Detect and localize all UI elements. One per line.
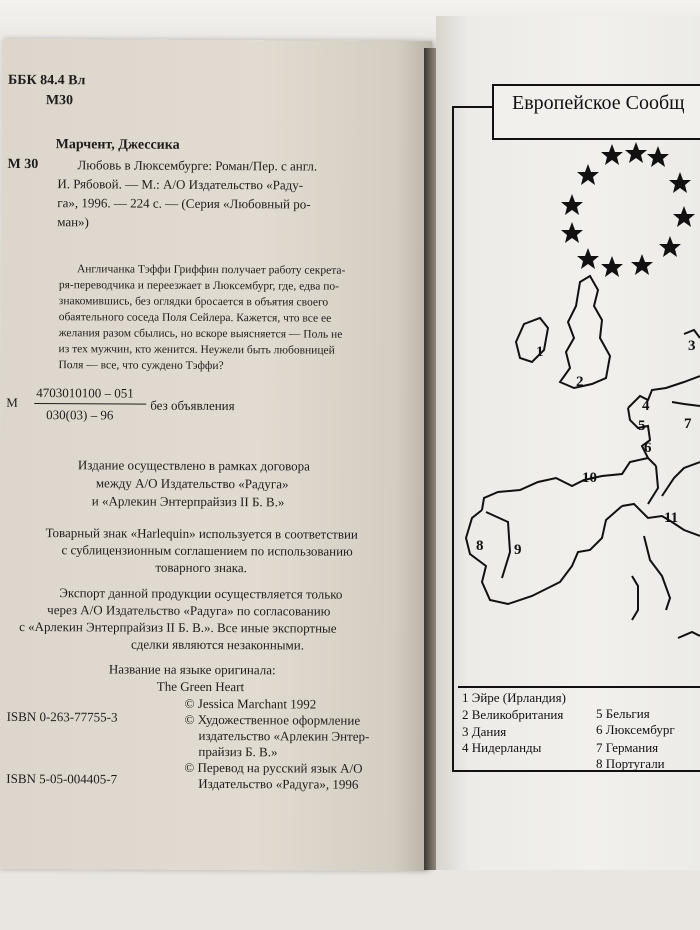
- map-label-france: 10: [582, 470, 597, 486]
- legend-item: 2 Великобритания: [462, 707, 564, 722]
- legend-item: 1 Эйре (Ирландия): [462, 690, 566, 705]
- copyright-line: © Jessica Marchant 1992: [184, 695, 317, 712]
- legend-item: 8 Португали: [596, 756, 665, 771]
- entry-line: га», 1996. — 224 с. — (Серия «Любовный ро-: [57, 195, 311, 212]
- original-title-label: Название на языке оригинала:: [108, 661, 276, 678]
- author-name: Марчент, Джессика: [55, 137, 180, 153]
- map-label-portugal: 8: [476, 538, 484, 554]
- map-label-belgium: 5: [638, 418, 646, 434]
- original-title: The Green Heart: [156, 678, 245, 695]
- classification-letter: М: [6, 394, 18, 410]
- entry-line: Любовь в Люксембурге: Роман/Пер. с англ.: [77, 157, 318, 174]
- copyright-line: прайзиз Б. В.»: [198, 743, 278, 760]
- contract-line: и «Арлекин Энтерпрайзиз II Б. В.»: [91, 493, 285, 510]
- annotation-line: обаятельного соседа Поля Сейлера. Кажется, что все ее: [58, 311, 332, 325]
- export-line: Экспорт данной продукции осуществляется только: [59, 585, 343, 602]
- export-line: с «Арлекин Энтерпрайзиз II Б. В.». Все иные экспортные: [19, 618, 337, 636]
- legend-item: 3 Дания: [462, 724, 507, 739]
- copyright-line: Издательство «Радуга», 1996: [198, 775, 359, 792]
- country-outlines: [466, 276, 700, 638]
- map-label-great-britain: 2: [576, 374, 584, 390]
- copyright-line: издательство «Арлекин Энтер-: [198, 727, 370, 744]
- export-line: сделки являются незаконными.: [130, 636, 305, 653]
- legend-item: 4 Нидерланды: [462, 740, 542, 755]
- classification-note: без объявления: [150, 397, 235, 414]
- left-page: [0, 39, 432, 871]
- contract-line: Издание осуществлено в рамках договора: [77, 457, 310, 474]
- background-bottom: [0, 870, 700, 930]
- copyright-line: © Перевод на русский язык А/О: [184, 759, 363, 776]
- map-title: Европейское Сообщ: [512, 92, 685, 114]
- fraction-line: [34, 403, 146, 405]
- entry-code: М 30: [7, 156, 39, 173]
- eu-stars: [561, 142, 695, 277]
- export-line: через А/О Издательство «Радуга» по согласованию: [47, 602, 331, 619]
- annotation-line: знакомившись, без оглядки бросается в объятия своего: [58, 295, 329, 309]
- entry-line: И. Рябовой. — М.: А/О Издательство «Раду-: [57, 176, 304, 193]
- contract-line: между А/О Издательство «Радуга»: [95, 475, 289, 492]
- europe-map: [452, 106, 700, 686]
- map-label-italy: 11: [664, 510, 679, 526]
- bbk-index: ББК 84.4 Вл: [7, 72, 86, 89]
- trademark-line: Товарный знак «Harlequin» используется в соответствии: [45, 525, 358, 542]
- legend-item: 5 Бельгия: [596, 706, 650, 721]
- classification-denominator: 030(03) – 96: [46, 407, 114, 423]
- bbk-code: М30: [45, 93, 74, 109]
- isbn-russian: ISBN 5-05-004405-7: [6, 770, 118, 787]
- map-label-netherlands: 4: [642, 398, 650, 414]
- legend-item: 6 Люксембург: [596, 722, 675, 737]
- annotation-line: из тех мужчин, кто женится. Неужели быть любовницей: [58, 343, 335, 357]
- entry-line: ман»): [57, 214, 89, 230]
- trademark-line: товарного знака.: [155, 559, 247, 576]
- trademark-line: с сублицензионным соглашением по использованию: [61, 542, 353, 559]
- legend-item: 7 Германия: [596, 740, 659, 755]
- map-label-luxembourg: 6: [644, 440, 652, 456]
- annotation-line: желания разом сбылись, но вскоре выясняется — Поль не: [58, 327, 343, 341]
- map-label-spain: 9: [514, 542, 522, 558]
- isbn-english: ISBN 0-263-77755-3: [6, 708, 118, 725]
- copyright-line: © Художественное оформление: [184, 711, 361, 728]
- map-label-denmark: 3: [688, 338, 696, 354]
- classification-numerator: 4703010100 – 051: [36, 385, 134, 401]
- map-label-germany: 7: [684, 416, 692, 432]
- annotation-line: Поля — все, что суждено Тэффи?: [58, 359, 224, 373]
- annotation-line: Англичанка Тэффи Гриффин получает работу секрета-: [76, 263, 346, 277]
- map-label-ireland: 1: [536, 344, 544, 360]
- annotation-line: ря-переводчика и переезжает в Люксембург, где, едва по-: [58, 279, 339, 293]
